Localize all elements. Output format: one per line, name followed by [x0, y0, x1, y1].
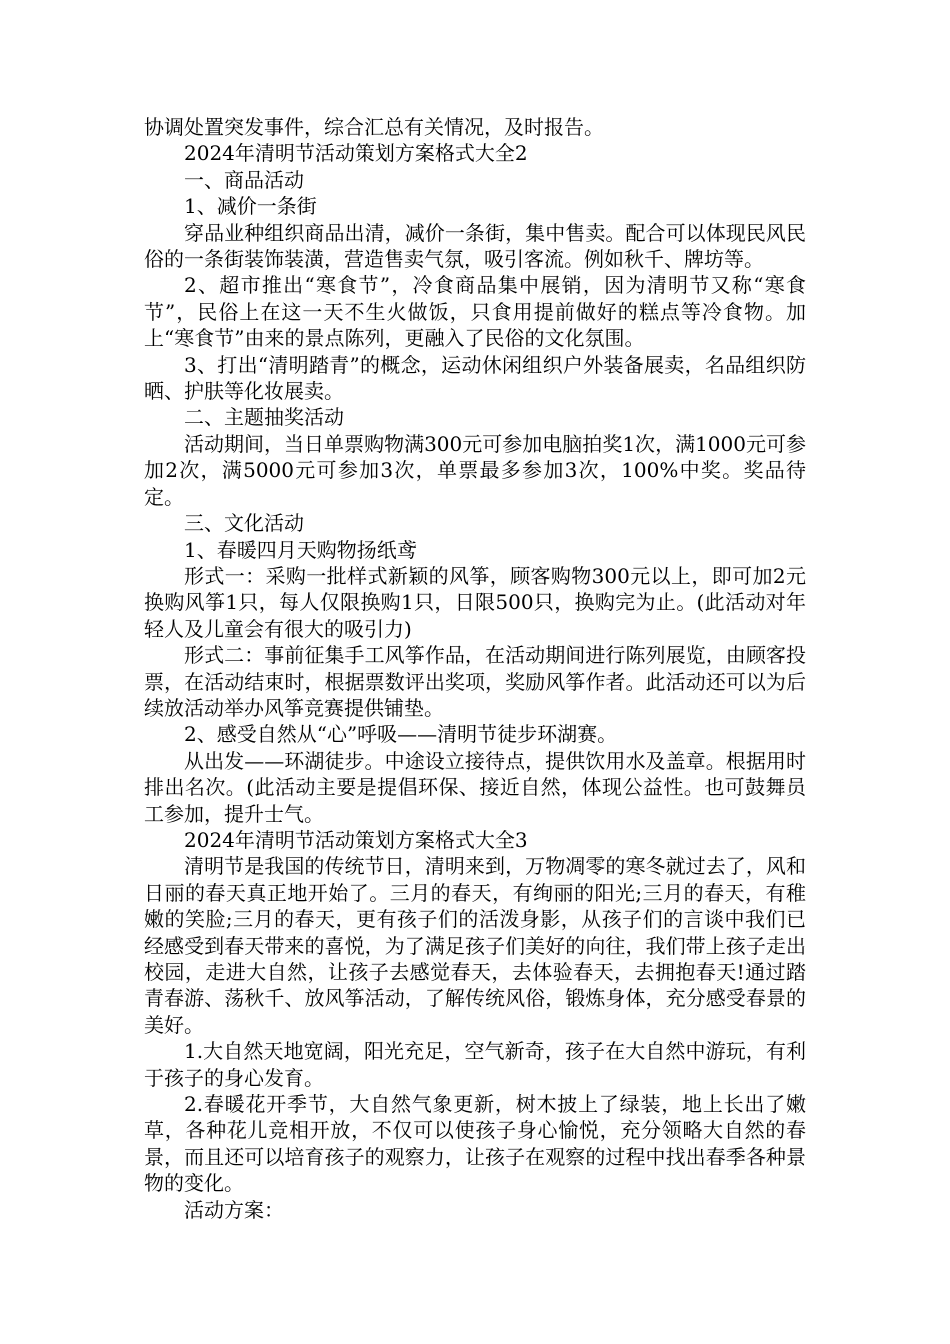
- heading-lottery-activity: 二、主题抽奖活动: [184, 405, 344, 430]
- paragraph-form-one: 形式一：采购一批样式新颖的风筝，顾客购物300元以上，即可加2元换购风筝1只，每人仅限换购1只，日限500只，换购完为止。(此活动对年轻人及儿童会有很大的吸引力): [144, 563, 806, 641]
- paragraph-spring-intro: 清明节是我国的传统节日，清明来到，万物凋零的寒冬就过去了，风和日丽的春天真正地开始了。三月的春天，有绚丽的阳光;三月的春天，有稚嫩的笑脸;三月的春天，更有孩子们的活泼身影，从孩子们的言谈中我们已经感受到春天带来的喜悦，为了满足孩子们美好的向往，我们带上孩子走出校园，走进大自然，让孩子去感觉春天，去体验春天，去拥抱春天!通过踏青春游、荡秋千、放风筝活动，了解传统风俗，锻炼身体，充分感受春景的美好。: [144, 854, 806, 1037]
- subheading-discount-street: 1、减价一条街: [184, 194, 317, 219]
- section-title-2: 2024年清明节活动策划方案格式大全2: [184, 141, 528, 166]
- paragraph-point-one: 1.大自然天地宽阔，阳光充足，空气新奇，孩子在大自然中游玩，有利于孩子的身心发育。: [144, 1039, 806, 1090]
- subheading-lake-walk: 2、感受自然从“心”呼吸——清明节徒步环湖赛。: [184, 722, 618, 747]
- paragraph-cold-food-festival: 2、超市推出“寒食节”，冷食商品集中展销，因为清明节又称“寒食节”，民俗上在这一天不生火做饭，只食用提前做好的糕点等冷食物。加上“寒食节”由来的景点陈列，更融入了民俗的文化氛围。: [144, 273, 806, 351]
- paragraph-point-two: 2.春暖花开季节，大自然气象更新，树木披上了绿装，地上长出了嫩草，各种花儿竞相开放，不仅可以使孩子身心愉悦，充分领略大自然的春景，而且还可以培育孩子的观察力，让孩子在观察的过程中找出春季各种景物的变化。: [144, 1092, 806, 1196]
- subheading-kite-shopping: 1、春暖四月天购物扬纸鸢: [184, 537, 417, 562]
- paragraph-continuation: 协调处置突发事件，综合汇总有关情况，及时报告。: [144, 115, 604, 139]
- paragraph-lottery-details: 活动期间，当日单票购物满300元可参加电脑拍奖1次，满1000元可参加2次，满5000元可参加3次，单票最多参加3次，100%中奖。奖品待定。: [144, 431, 806, 509]
- paragraph-activity-plan: 活动方案：: [184, 1197, 284, 1222]
- section-title-3: 2024年清明节活动策划方案格式大全3: [184, 827, 528, 852]
- document-page: [144, 114, 806, 1223]
- paragraph-form-two: 形式二：事前征集手工风筝作品，在活动期间进行陈列展览，由顾客投票，在活动结束时，根据票数评出奖项，奖励风筝作者。此活动还可以为后续放活动举办风筝竞赛提供铺垫。: [144, 643, 806, 720]
- paragraph-discount-street: 穿品业种组织商品出清，减价一条街，集中售卖。配合可以体现民风民俗的一条街装饰装潢，营造售卖气氛，吸引客流。例如秋千、牌坊等。: [144, 220, 806, 272]
- paragraph-qingming-outing: 3、打出“清明踏青”的概念，运动休闲组织户外装备展卖，名品组织防晒、护肤等化妆展卖。: [144, 352, 806, 404]
- heading-cultural-activities: 三、文化活动: [184, 511, 304, 536]
- heading-commodity-activities: 一、商品活动: [184, 167, 304, 192]
- paragraph-lake-walk-details: 从出发——环湖徒步。中途设立接待点，提供饮用水及盖章。根据用时排出名次。(此活动主要是提倡环保、接近自然，体现公益性。也可鼓舞员工参加，提升士气。: [144, 748, 806, 826]
